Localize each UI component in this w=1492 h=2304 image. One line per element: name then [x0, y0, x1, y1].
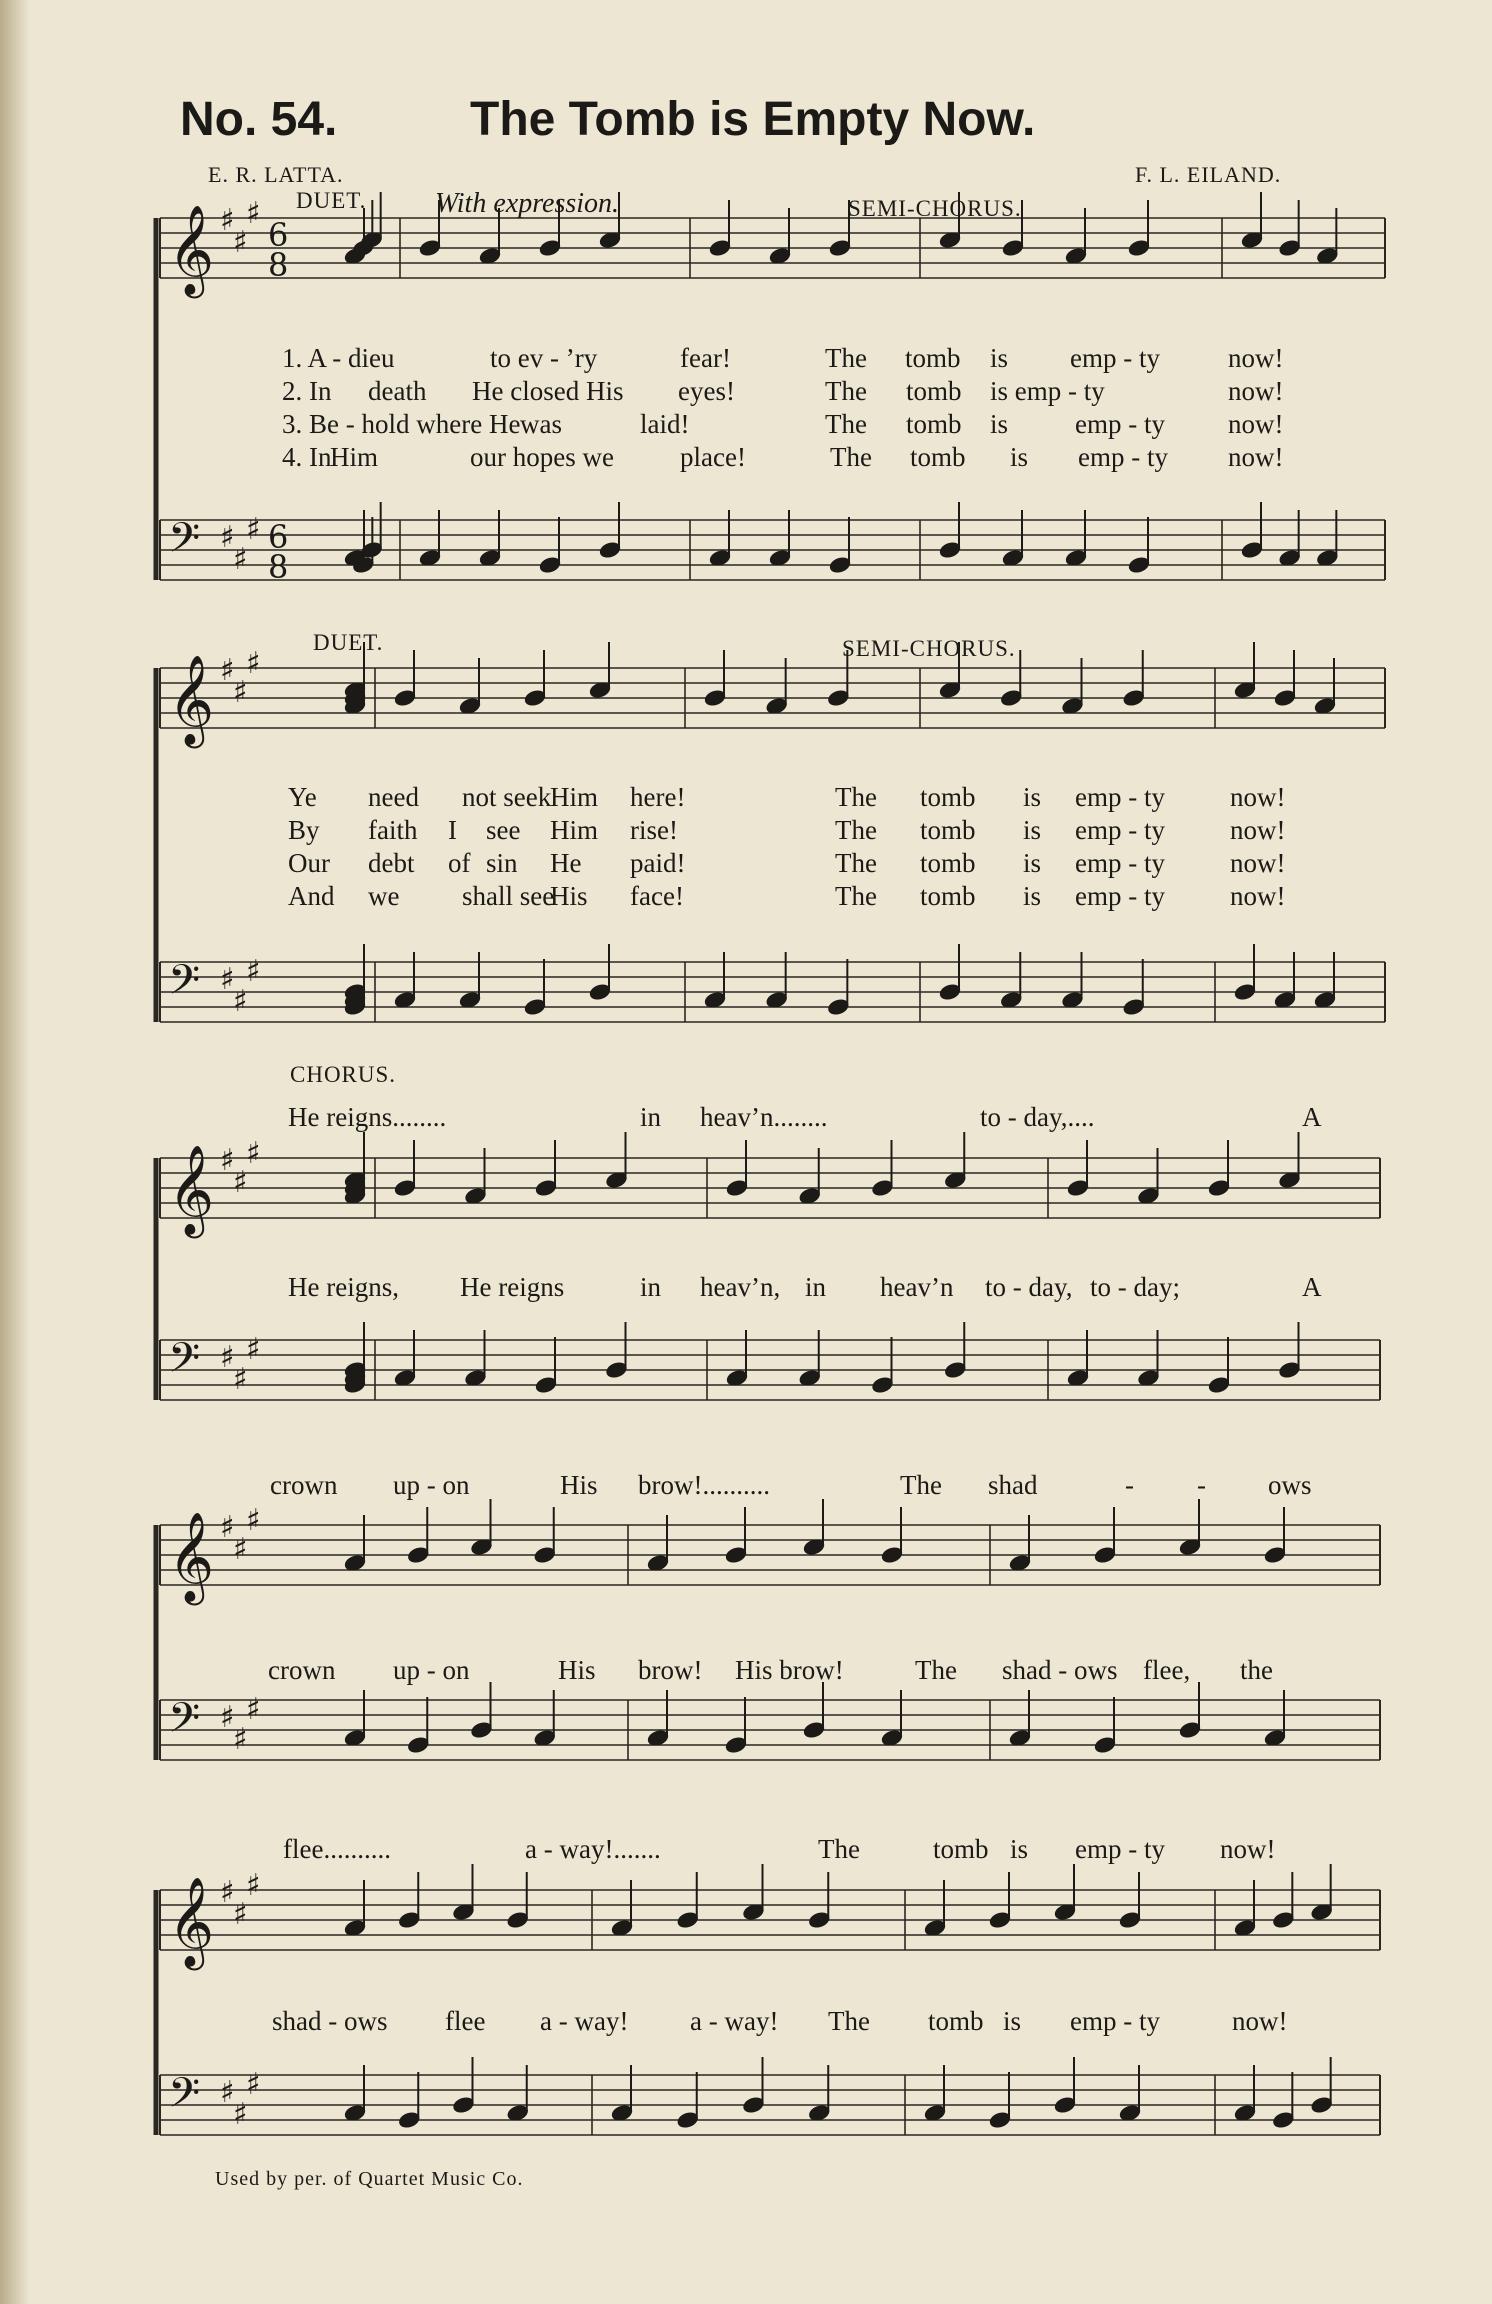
verse-row4-word-3: place! [680, 442, 746, 472]
chorus-upper-row3-word-4: is [1010, 1834, 1029, 1864]
verse-row2-word-2: He closed His [472, 376, 624, 406]
verse-row4-word-4: The [830, 442, 872, 472]
chorus-lower-row1-word-6: to - day, [985, 1272, 1073, 1302]
chorus-upper-row3-word-5: emp - ty [1075, 1834, 1165, 1864]
chorus-lower-row2-word-3: brow! [638, 1655, 703, 1685]
verse-row2-word-6: is emp - ty [990, 376, 1105, 406]
sharp-icon: ♯ [220, 1143, 235, 1178]
sharp-icon: ♯ [220, 2075, 235, 2110]
sharp-icon: ♯ [246, 512, 261, 547]
verse-row2-word-4: Him [550, 815, 599, 845]
chorus-upper-row1-word-2: heav’n........ [700, 1102, 828, 1132]
chorus-upper-row1-word-1: in [640, 1102, 662, 1132]
verse-row4-word-4: face! [630, 881, 684, 911]
verse-row4-word-8: emp - ty [1075, 881, 1165, 911]
verse-row2-word-4: The [825, 376, 867, 406]
verse-row3-word-8: is [1023, 848, 1042, 878]
sharp-icon: ♯ [233, 1165, 248, 1200]
chorus-lower-row2-word-7: flee, [1143, 1655, 1191, 1685]
verse-row3-word-2: laid! [640, 409, 690, 439]
verse-row2-word-1: faith [368, 815, 418, 845]
verse-row4-word-9: now! [1230, 881, 1286, 911]
chorus-lower-row3-word-4: The [828, 2006, 870, 2036]
sharp-icon: ♯ [233, 1362, 248, 1397]
chorus-lower-row3-word-0: shad - ows [272, 2006, 388, 2036]
chorus-lower-row3-word-7: emp - ty [1070, 2006, 1160, 2036]
verse-row3-word-9: emp - ty [1075, 848, 1165, 878]
verse-row4-word-1: Him [330, 442, 379, 472]
treble-clef-icon: 𝄞 [168, 205, 215, 295]
verse-row3-word-3: The [825, 409, 867, 439]
hymn-number: No. 54. [180, 93, 338, 146]
chorus-upper-row2-word-2: His [560, 1470, 598, 1500]
verse-row1-word-5: The [835, 782, 877, 812]
verse-row3-word-6: The [835, 848, 877, 878]
sharp-icon: ♯ [246, 1503, 261, 1538]
chorus-upper-row1-word-3: to - day,.... [980, 1102, 1095, 1132]
verse-row4-word-0: 4. In [282, 442, 332, 472]
sharp-icon: ♯ [246, 2067, 261, 2102]
chorus-lower-row1-word-4: in [805, 1272, 827, 1302]
verse-row1-word-8: emp - ty [1075, 782, 1165, 812]
sharp-icon: ♯ [246, 196, 261, 231]
chorus-lower-row3-word-2: a - way! [540, 2006, 629, 2036]
semi-chorus-marking-2: SEMI-CHORUS. [842, 636, 1016, 661]
chorus-upper-row3-word-1: a - way!....... [525, 1834, 661, 1864]
chorus-lower-row1-word-7: to - day; [1090, 1272, 1180, 1302]
duet-marking-2: DUET. [313, 630, 384, 655]
chorus-upper-row2-word-3: brow!.......... [638, 1470, 770, 1500]
chorus-marking: CHORUS. [290, 1062, 397, 1087]
chorus-upper-row2-word-6: - [1125, 1470, 1134, 1500]
verse-row3-word-6: emp - ty [1075, 409, 1165, 439]
verse-row4-word-2: our hopes we [470, 442, 614, 472]
chorus-upper-row3-word-2: The [818, 1834, 860, 1864]
bass-clef-icon: 𝄢 [168, 514, 201, 572]
sharp-icon: ♯ [233, 1532, 248, 1567]
verse-row4-word-5: tomb [910, 442, 966, 472]
sharp-icon: ♯ [220, 962, 235, 997]
verse-row2-word-0: By [288, 815, 320, 845]
chorus-upper-row1-word-0: He reigns........ [288, 1102, 447, 1132]
verse-row4-word-6: tomb [920, 881, 976, 911]
chorus-lower-row3-word-6: is [1003, 2006, 1022, 2036]
verse-row3-word-5: paid! [630, 848, 686, 878]
verse-row3-word-1: debt [368, 848, 415, 878]
verse-row2-word-2: I [448, 815, 457, 845]
verse-row1-word-7: now! [1228, 343, 1284, 373]
verse-row2-word-9: emp - ty [1075, 815, 1165, 845]
semi-chorus-marking: SEMI-CHORUS. [848, 196, 1022, 221]
sharp-icon: ♯ [220, 203, 235, 238]
chorus-lower-row1-word-1: He reigns [460, 1272, 565, 1302]
verse-row3-word-0: Our [288, 848, 330, 878]
chorus-upper-row3-word-0: flee.......... [283, 1834, 391, 1864]
treble-clef-icon: 𝄞 [168, 1512, 215, 1602]
verse-row4-word-7: emp - ty [1078, 442, 1168, 472]
verse-row2-word-6: The [835, 815, 877, 845]
sharp-icon: ♯ [246, 1692, 261, 1727]
verse-row3-word-10: now! [1230, 848, 1286, 878]
expression-marking: With expression. [435, 188, 620, 219]
duet-marking: DUET. [296, 188, 367, 213]
chorus-upper-row2-word-5: shad [988, 1470, 1038, 1500]
verse-row1-word-1: to ev - ’ry [490, 343, 598, 373]
verse-row3-word-7: tomb [920, 848, 976, 878]
bass-clef-icon: 𝄢 [168, 1694, 201, 1752]
sharp-icon: ♯ [246, 646, 261, 681]
chorus-lower-row2-word-8: the [1240, 1655, 1273, 1685]
chorus-lower-row2-word-2: His [558, 1655, 596, 1685]
verse-row3-word-7: now! [1228, 409, 1284, 439]
verse-row2-word-3: eyes! [678, 376, 735, 406]
sharp-icon: ♯ [220, 1875, 235, 1910]
verse-row4-word-2: shall see [462, 881, 555, 911]
verse-row4-word-5: The [835, 881, 877, 911]
verse-row1-word-4: here! [630, 782, 686, 812]
chorus-upper-row2-word-0: crown [270, 1470, 338, 1500]
chorus-upper-row2-word-4: The [900, 1470, 942, 1500]
lyricist-credit: E. R. LATTA. [208, 162, 344, 187]
copyright-footer: Used by per. of Quartet Music Co. [215, 2168, 524, 2190]
bass-clef-icon: 𝄢 [168, 956, 201, 1014]
verse-row3-word-4: tomb [906, 409, 962, 439]
verse-row1-word-4: tomb [905, 343, 961, 373]
chorus-upper-row2-word-1: up - on [393, 1470, 470, 1500]
chorus-upper-row2-word-7: - [1197, 1470, 1206, 1500]
chorus-lower-row3-word-3: a - way! [690, 2006, 779, 2036]
sharp-icon: ♯ [233, 225, 248, 260]
verse-row2-word-3: see [486, 815, 521, 845]
treble-clef-icon: 𝄞 [168, 1877, 215, 1967]
chorus-lower-row2-word-1: up - on [393, 1655, 470, 1685]
sharp-icon: ♯ [246, 1136, 261, 1171]
chorus-lower-row1-word-5: heav’n [880, 1272, 954, 1302]
sharp-icon: ♯ [233, 984, 248, 1019]
verse-row2-word-8: is [1023, 815, 1042, 845]
chorus-lower-row3-word-1: flee [445, 2006, 486, 2036]
time-signature-bottom: 8 [268, 246, 289, 284]
sharp-icon: ♯ [233, 1722, 248, 1757]
verse-row2-word-10: now! [1230, 815, 1286, 845]
chorus-lower-row1-word-2: in [640, 1272, 662, 1302]
verse-row1-word-0: 1. A - dieu [282, 343, 395, 373]
composer-credit: F. L. EILAND. [1135, 162, 1282, 187]
bass-clef-icon: 𝄢 [168, 1334, 201, 1392]
sharp-icon: ♯ [220, 1510, 235, 1545]
verse-row1-word-9: now! [1230, 782, 1286, 812]
verse-row2-word-0: 2. In [282, 376, 332, 406]
verse-row4-word-3: His [550, 881, 588, 911]
verse-row3-word-3: sin [486, 848, 518, 878]
verse-row4-word-6: is [1010, 442, 1029, 472]
verse-row1-word-6: tomb [920, 782, 976, 812]
chorus-lower-row3-word-8: now! [1232, 2006, 1288, 2036]
sharp-icon: ♯ [246, 954, 261, 989]
verse-row1-word-0: Ye [288, 782, 317, 812]
sharp-icon: ♯ [220, 653, 235, 688]
verse-row4-word-0: And [288, 881, 335, 911]
verse-row3-word-5: is [990, 409, 1009, 439]
verse-row2-word-5: tomb [906, 376, 962, 406]
sharp-icon: ♯ [233, 675, 248, 710]
verse-row2-word-5: rise! [630, 815, 678, 845]
verse-row2-word-7: now! [1228, 376, 1284, 406]
verse-row3-word-2: of [448, 848, 471, 878]
chorus-lower-row2-word-4: His brow! [735, 1655, 844, 1685]
sharp-icon: ♯ [246, 1868, 261, 1903]
time-signature-bottom: 8 [268, 548, 289, 586]
hymn-title: The Tomb is Empty Now. [470, 93, 1036, 146]
chorus-lower-row1-word-3: heav’n, [700, 1272, 781, 1302]
sharp-icon: ♯ [233, 2097, 248, 2132]
sharp-icon: ♯ [220, 1340, 235, 1375]
verse-row1-word-6: emp - ty [1070, 343, 1160, 373]
sharp-icon: ♯ [220, 520, 235, 555]
verse-row4-word-1: we [368, 881, 400, 911]
verse-row3-word-4: He [550, 848, 582, 878]
time-signature-top: 6 [268, 518, 289, 556]
verse-row3-word-0: 3. Be - hold where He [282, 409, 521, 439]
verse-row1-word-5: is [990, 343, 1009, 373]
verse-row4-word-8: now! [1228, 442, 1284, 472]
verse-row2-word-1: death [368, 376, 427, 406]
treble-clef-icon: 𝄞 [168, 655, 215, 745]
verse-row4-word-7: is [1023, 881, 1042, 911]
chorus-upper-row3-word-6: now! [1220, 1834, 1276, 1864]
chorus-lower-row1-word-0: He reigns, [288, 1272, 399, 1302]
verse-row3-word-1: was [520, 409, 562, 439]
verse-row1-word-3: Him [550, 782, 599, 812]
verse-row1-word-3: The [825, 343, 867, 373]
chorus-upper-row3-word-3: tomb [933, 1834, 989, 1864]
time-signature-top: 6 [268, 216, 289, 254]
chorus-lower-row2-word-5: The [915, 1655, 957, 1685]
chorus-lower-row2-word-0: crown [268, 1655, 336, 1685]
sharp-icon: ♯ [233, 1897, 248, 1932]
verse-row1-word-7: is [1023, 782, 1042, 812]
treble-clef-icon: 𝄞 [168, 1145, 215, 1235]
sharp-icon: ♯ [246, 1332, 261, 1367]
verse-row1-word-1: need [368, 782, 419, 812]
bass-clef-icon: 𝄢 [168, 2069, 201, 2127]
chorus-upper-row1-word-4: A [1302, 1102, 1322, 1132]
verse-row1-word-2: fear! [680, 343, 731, 373]
verse-row1-word-2: not seek [462, 782, 552, 812]
chorus-upper-row2-word-8: ows [1268, 1470, 1312, 1500]
chorus-lower-row1-word-8: A [1302, 1272, 1322, 1302]
sharp-icon: ♯ [233, 542, 248, 577]
verse-row2-word-7: tomb [920, 815, 976, 845]
chorus-lower-row2-word-6: shad - ows [1002, 1655, 1118, 1685]
sharp-icon: ♯ [220, 1700, 235, 1735]
chorus-lower-row3-word-5: tomb [928, 2006, 984, 2036]
